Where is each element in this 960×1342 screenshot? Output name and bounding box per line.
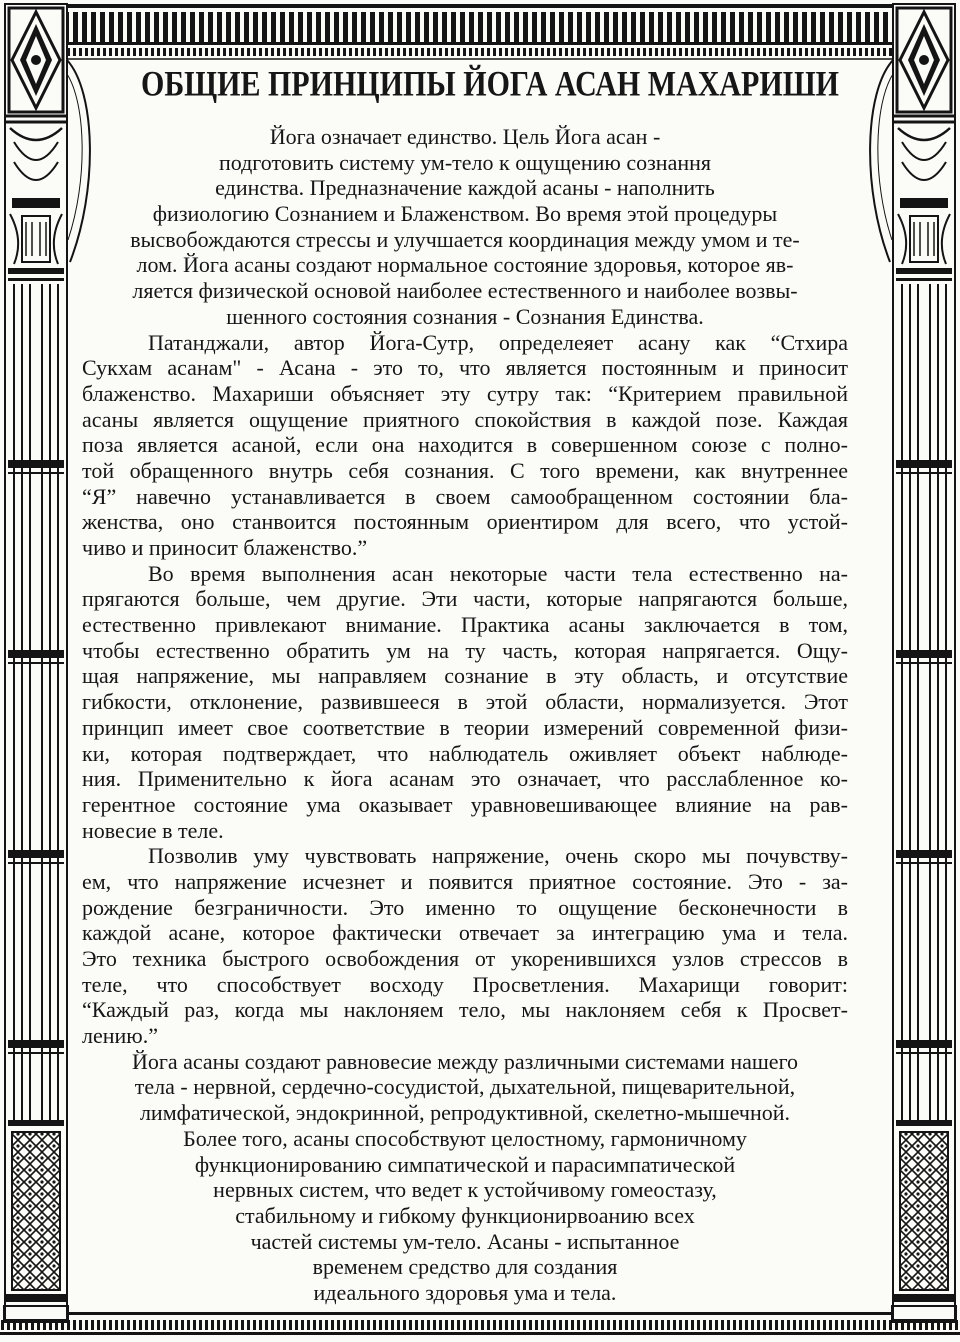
- article-body: [82, 124, 848, 1306]
- paragraph-boundlessness: [82, 843, 848, 1049]
- text-line: “Каждый раз, когда мы наклоняем тело, мы наклоняем себя к Просвет-: [82, 997, 848, 1023]
- text-line: физиологию Сознанием и Блаженством. Во время этой процедуры: [152, 201, 778, 227]
- text-line: подготовить систему ум-тело к ощущению сознання: [218, 149, 712, 175]
- text-line: Сукхам асанам" - Асана - это то, что является постоянным и приносит: [82, 355, 848, 381]
- text-line: лом. Йога асаны создают нормальное состояние здоровья, которое яв-: [136, 252, 794, 278]
- text-line: той обращенного внутрь себя сознания. С того времени, как внутреннее: [82, 457, 848, 483]
- paragraph-intro: [82, 124, 848, 330]
- text-line: тела - нервной, сердечно-сосудистой, дыхательной, пищеварительной,: [134, 1074, 796, 1100]
- text-line: ем, что напряжение исчезнет и появится приятное состояние. Это - за-: [82, 868, 848, 894]
- text-line: Йога означает единство. Цель Йога асан -: [269, 124, 661, 149]
- text-line: естественно привлекают внимание. Практика асаны заключается в том,: [82, 612, 848, 638]
- text-line: Позволив уму чувствовать напряжение, очень скоро мы почувству-: [148, 843, 848, 869]
- text-line: женства, оно станвоится постоянным ориентиром для всего, что устой-: [82, 509, 848, 535]
- left-column: [4, 4, 90, 1322]
- right-column: [870, 4, 956, 1322]
- text-line: единства. Предназначение каждой асаны - наполнить: [215, 175, 715, 201]
- text-line: теле, что способствует восходу Просветления. Махарищи говорит:: [82, 971, 848, 997]
- text-line: Это техника быстрого освобождения от укоренившихся узлов стрессов в: [82, 946, 848, 971]
- text-line: асаны является ощущение приятного спокойствия в каждой позе. Каждая: [82, 406, 848, 432]
- text-line: новесие в теле.: [82, 817, 224, 843]
- text-line: ляется физической основой наиболее естественного и наиболее возвы-: [132, 278, 798, 304]
- text-line: Патанджали, автор Йога-Сутр, определеяет асану как “Стхира: [148, 329, 848, 355]
- text-line: поза является асаной, если она находится в совершенном союзе с полно-: [82, 432, 848, 458]
- text-line: рождение безграничности. Это именно то ощущение бесконечности в: [82, 894, 848, 920]
- top-frieze: [67, 4, 893, 59]
- text-line: высвобождаются стрессы и улучшается координация между умом и те-: [130, 226, 800, 252]
- text-line: функционированию симпатической и парасимпатической: [194, 1151, 736, 1177]
- text-line: ки, которая подтверждает, что наблюдатель оживляет объект наблюде-: [82, 740, 848, 766]
- paragraph-tension: [82, 561, 848, 844]
- text-line: герентное состояние ума оказывает уравновешивающее влияние на рав-: [82, 791, 848, 817]
- paragraph-conclusion: [82, 1049, 848, 1306]
- text-line: нервных систем, что ведет к устойчивому гомеостазу,: [213, 1177, 717, 1203]
- text-line: Во время выполнения асан некоторые части тела естественно на-: [148, 560, 848, 586]
- text-line: блаженство. Махариши объясняет эту сутру так: “Критерием правильной: [82, 380, 848, 406]
- text-line: ния. Применительно к йога асанам это означает, что расслабленное ко-: [82, 766, 848, 792]
- text-line: щая напряжение, мы направляем сознание в эту область, и отсутствие: [82, 663, 848, 689]
- text-line: Более того, асаны способствуют целостному, гармоничному: [183, 1125, 747, 1151]
- text-line: лению.”: [82, 1023, 158, 1049]
- text-line: шенного состояния сознания - Сознания Единства.: [226, 303, 704, 329]
- text-line: лимфатической, эндокринной, репродуктивной, скелетно-мышечной.: [139, 1100, 791, 1126]
- text-line: чтобы естественно обратить ум на ту часть, которая напрягается. Ощу-: [82, 637, 848, 663]
- text-line: гибкости, отклонение, развившееся в этой области, нормализуется. Этот: [82, 689, 848, 715]
- text-line: чиво и приносит блаженство.”: [82, 535, 368, 560]
- bottom-frieze: [0, 1312, 960, 1335]
- page-title: ОБЩИЕ ПРИНЦИПЫ ЙОГА АСАН МАХАРИШИ: [141, 64, 839, 104]
- text-line: стабильному и гибкому функционирвоанию всех: [235, 1202, 695, 1228]
- text-line: принцип имеет свое соответствие в теории измерений современной физи-: [82, 714, 848, 740]
- text-line: идеального здоровья ума и тела.: [313, 1279, 617, 1305]
- paragraph-patanjali: [82, 330, 848, 561]
- text-line: “Я” навечно устанавливается в своем самообращенном состоянии бла-: [82, 483, 848, 509]
- text-line: каждой асане, которое фактически отвечает за интеграцию ума и тела.: [82, 920, 848, 946]
- text-line: частей системы ум-тело. Асаны - испытанное: [250, 1228, 680, 1254]
- text-line: Йога асаны создают равновесие между различными системами нашего: [131, 1048, 799, 1074]
- text-line: временем средство для создания: [312, 1254, 618, 1280]
- text-line: прягаются больше, чем другие. Эти части, которые напрягаются больше,: [82, 586, 848, 612]
